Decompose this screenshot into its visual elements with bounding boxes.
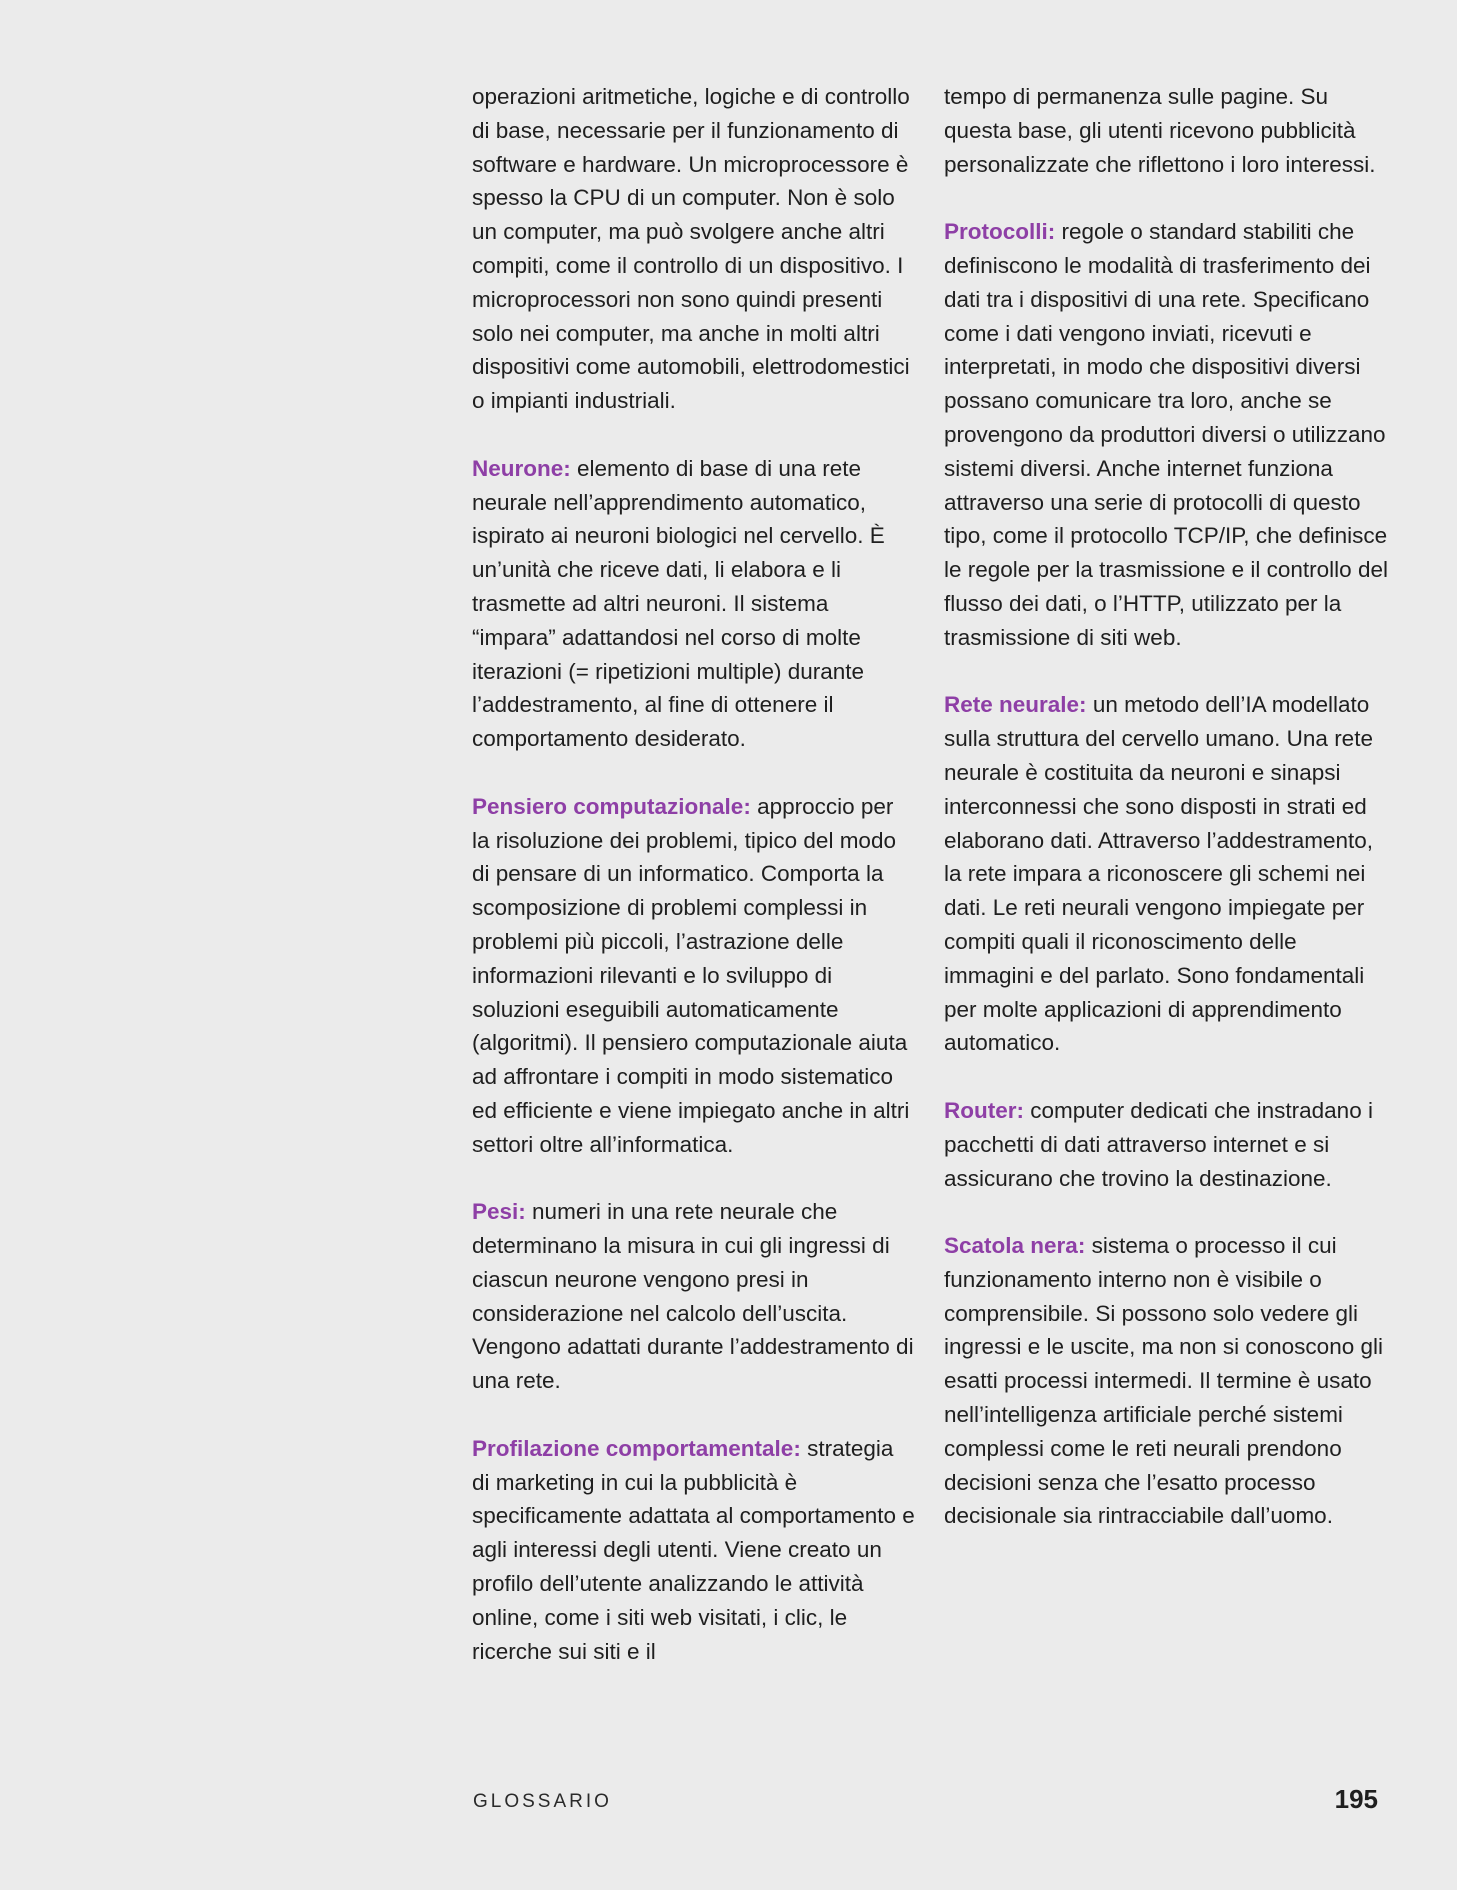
- glossary-definition: regole o standard stabiliti che definiscono le modalità di trasferimento dei dati tra i dispositivi di una rete. Specificano come i dati vengono inviati, ricevuti e interpretati, in modo che dispositivi diversi possano comunicare tra loro, anche se provengono da produttori diversi o utilizzano sistemi diversi. Anche internet funziona attraverso una serie di protocolli di questo tipo, come il protocollo TCP/IP, che definisce le regole per la trasmissione e il controllo del flusso dei dati, o l’HTTP, utilizzato per la trasmissione di siti web.: [944, 219, 1388, 650]
- glossary-entry: [472, 1432, 917, 1669]
- glossary-entry: [944, 688, 1389, 1060]
- glossary-column-right: [944, 80, 1389, 1567]
- glossary-entry: [472, 790, 917, 1162]
- page-number: 195: [1334, 1784, 1378, 1814]
- glossary-definition: strategia di marketing in cui la pubblicità è specificamente adattata al comportamento e agli interessi degli utenti. Viene creato un profilo dell’utente analizzando le attività online, come i siti web visitati, i clic, le ricerche sui siti e il: [472, 1435, 915, 1664]
- glossary-definition: sistema o processo il cui funzionamento interno non è visibile o comprensibile. Si possono solo vedere gli ingressi e le uscite, ma non si conoscono gli esatti processi intermedi. Il termine è usato nell’intelligenza artificiale perché sistemi complessi come le reti neurali prendono decisioni senza che l’esatto processo decisionale sia rintracciabile dall’uomo.: [944, 1233, 1383, 1529]
- glossary-definition: un metodo dell’IA modellato sulla struttura del cervello umano. Una rete neurale è costituita da neuroni e sinapsi interconnessi che sono disposti in strati ed elaborano dati. Attraverso l’addestramento, la rete impara a riconoscere gli schemi nei dati. Le reti neurali vengono impiegate per compiti quali il riconoscimento delle immagini e del parlato. Sono fondamentali per molte applicazioni di apprendimento automatico.: [944, 692, 1374, 1056]
- glossary-entry: [472, 452, 917, 756]
- glossary-entry: [944, 1094, 1389, 1195]
- glossary-term: Router:: [944, 1097, 1024, 1123]
- glossary-term: Pesi:: [472, 1199, 526, 1225]
- glossary-term: Scatola nera:: [944, 1233, 1086, 1259]
- glossary-entry: [944, 1229, 1389, 1533]
- glossary-column-left: [472, 80, 917, 1702]
- glossary-term: Profilazione comportamentale:: [472, 1435, 801, 1461]
- glossary-entry: [944, 215, 1389, 654]
- glossary-definition: elemento di base di una rete neurale nell’apprendimento automatico, ispirato ai neuroni biologici nel cervello. È un’unità che riceve dati, li elabora e li trasmette ad altri neuroni. Il sistema “impara” adattandosi nel corso di molte iterazioni (= ripetizioni multiple) durante l’addestramento, al fine di ottenere il comportamento desiderato.: [472, 455, 885, 752]
- glossary-term: Protocolli:: [944, 219, 1056, 245]
- glossary-term: Rete neurale:: [944, 692, 1087, 718]
- glossary-continuation: operazioni aritmetiche, logiche e di controllo di base, necessarie per il funzionamento di software e hardware. Un microprocessore è spesso la CPU di un computer. Non è solo un computer, ma può svolgere anche altri compiti, come il controllo di un dispositivo. I microprocessori non sono quindi presenti solo nei computer, ma anche in molti altri dispositivi come automobili, elettrodomestici o impianti industriali.: [472, 84, 910, 414]
- glossary-definition: computer dedicati che instradano i pacchetti di dati attraverso internet e si assicurano che trovino la destinazione.: [944, 1097, 1373, 1191]
- footer-section-label: GLOSSARIO: [473, 1791, 612, 1812]
- glossary-term: Pensiero computazionale:: [472, 793, 751, 819]
- glossary-continuation: tempo di permanenza sulle pagine. Su questa base, gli utenti ricevono pubblicità personalizzate che riflettono i loro interessi.: [944, 84, 1376, 177]
- glossary-entry: [472, 1195, 917, 1398]
- glossary-term: Neurone:: [472, 455, 571, 481]
- glossary-definition: approccio per la risoluzione dei problemi, tipico del modo di pensare di un informatico. Comporta la scomposizione di problemi complessi in problemi più piccoli, l’astrazione delle informazioni rilevanti e lo sviluppo di soluzioni eseguibili automaticamente (algoritmi). Il pensiero computazionale aiuta ad affrontare i compiti in modo sistematico ed efficiente e viene impiegato anche in altri settori oltre all’informatica.: [472, 793, 910, 1157]
- glossary-definition: numeri in una rete neurale che determinano la misura in cui gli ingressi di ciascun neurone vengono presi in considerazione nel calcolo dell’uscita. Vengono adattati durante l’addestramento di una rete.: [472, 1199, 914, 1394]
